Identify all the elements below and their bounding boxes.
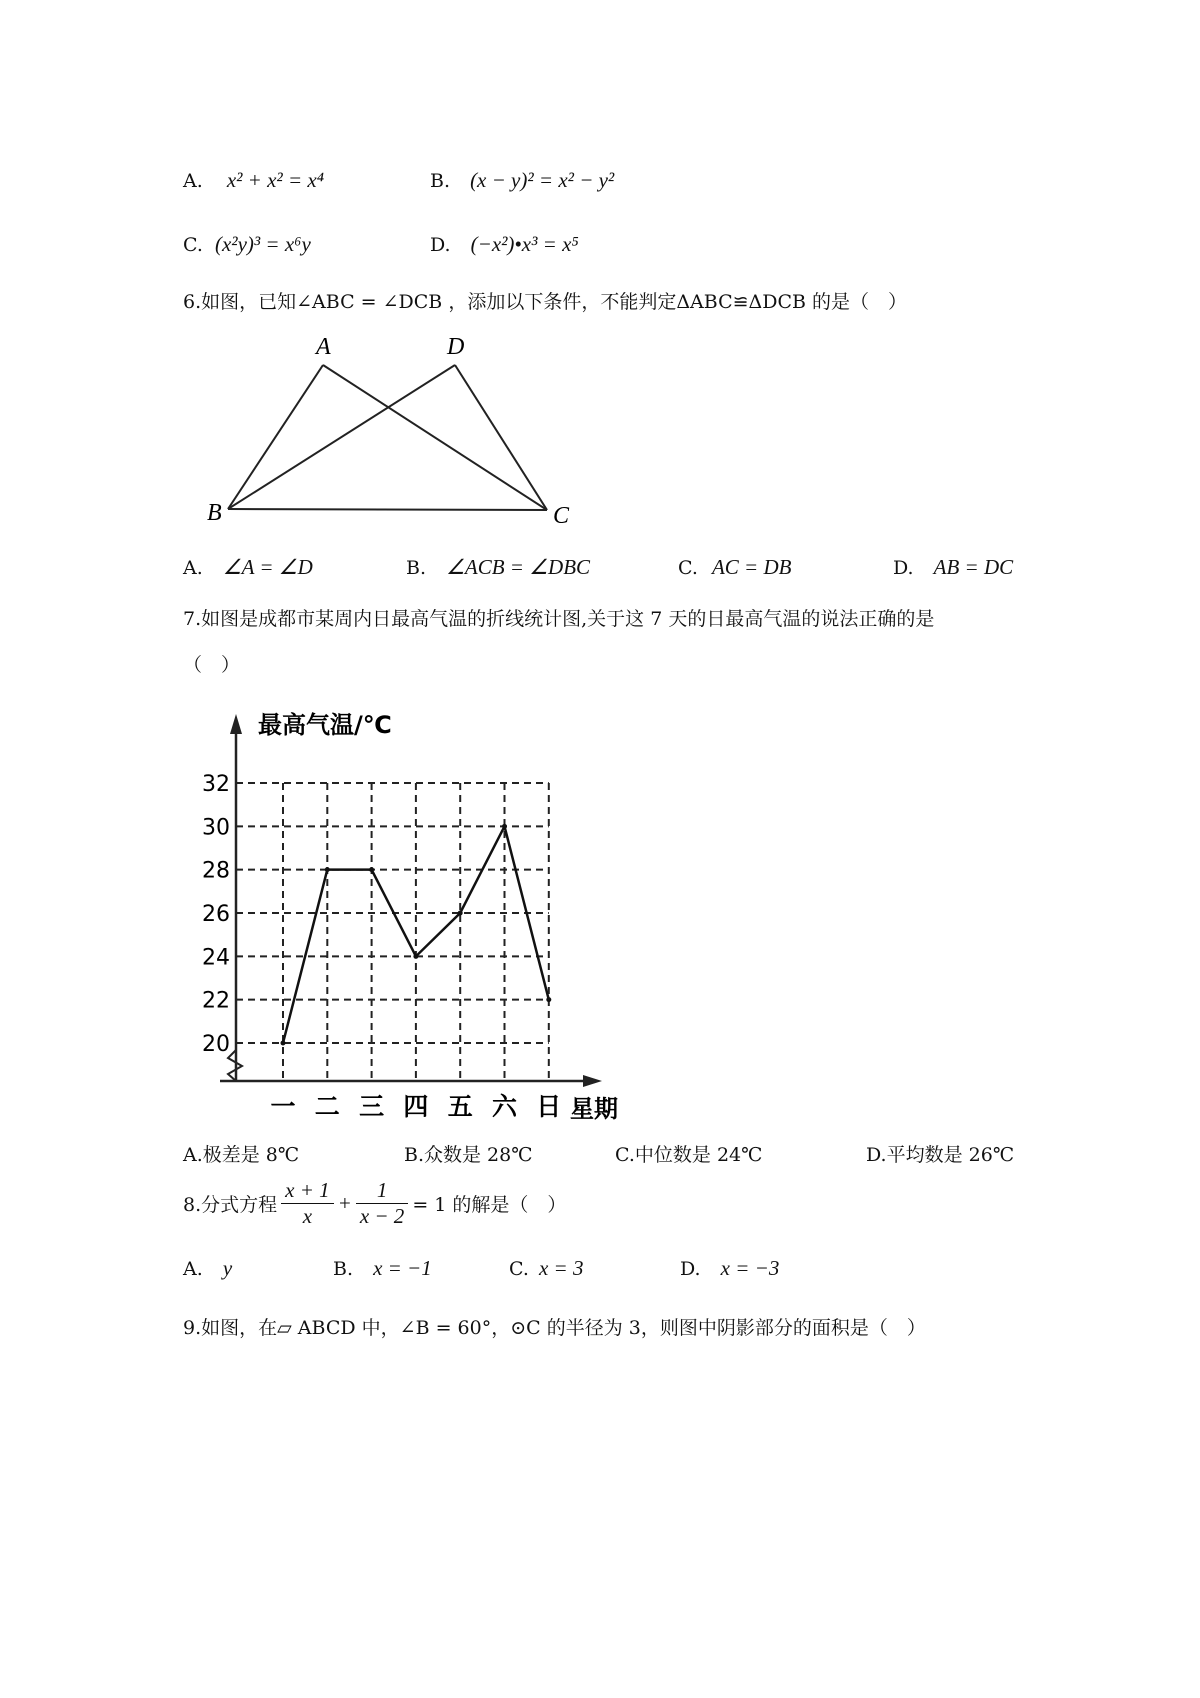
segment-ab (228, 365, 323, 509)
vertex-b-label: B (207, 500, 222, 526)
q8-fraction-2 (356, 1178, 409, 1229)
q6-option-a (183, 555, 313, 580)
q6-option-d (893, 555, 1013, 580)
segment-dc (455, 365, 547, 510)
y-tick-label: 22 (202, 988, 230, 1014)
q9-stem-rest: ABCD 中，∠B = 60°，⊙C 的半径为 3，则图中阴影部分的面积是（ ） (291, 1317, 926, 1339)
option-expression: y (222, 1256, 233, 1280)
option-label: A. (183, 1258, 203, 1280)
option-label: C. (183, 234, 203, 256)
y-axis-arrow (230, 714, 242, 734)
chart-axes (220, 714, 602, 1087)
q8-option-b (333, 1256, 432, 1281)
y-tick-label: 30 (202, 815, 230, 841)
option-text: 极差是 8℃ (202, 1144, 300, 1166)
q6-triangle-figure (180, 320, 600, 530)
q7-temperature-line-chart (180, 700, 680, 1130)
q8-option-a (183, 1256, 232, 1281)
y-tick-label: 26 (202, 902, 230, 927)
q8-option-c (509, 1256, 583, 1281)
x-tick-label: 三 (359, 1092, 385, 1121)
option-expression: x = −3 (720, 1256, 780, 1280)
option-expression: (x²y)³ = x⁶y (214, 232, 311, 256)
q8-stem-prefix: 8.分式方程 (183, 1194, 278, 1216)
q5-option-a (183, 168, 324, 193)
q5-option-d (430, 232, 579, 257)
q7-option-a (183, 1140, 299, 1167)
option-label: C. (678, 557, 698, 579)
segment-bc (228, 509, 547, 510)
data-point (546, 997, 551, 1002)
segment-ac (323, 365, 547, 510)
data-point (281, 1041, 286, 1046)
q9-stem (183, 1313, 926, 1340)
option-expression: x = 3 (538, 1256, 584, 1280)
vertex-d-label: D (447, 334, 465, 360)
y-tick-label: 28 (202, 858, 230, 884)
option-label: A. (183, 170, 203, 192)
x-axis-title: 星期 (570, 1095, 618, 1123)
q7-option-b (404, 1140, 533, 1167)
option-label: C. (615, 1144, 635, 1166)
data-point (458, 911, 463, 916)
option-expression: ∠A = ∠D (222, 555, 313, 579)
y-tick-label: 24 (202, 945, 230, 971)
x-tick-label: 二 (314, 1092, 340, 1121)
fraction-denominator: x − 2 (359, 1204, 405, 1228)
option-label: B. (333, 1258, 354, 1280)
data-point (369, 867, 374, 872)
option-expression: AC = DB (711, 555, 792, 579)
q7-stem-line2: （ ） (183, 654, 241, 676)
x-tick-label: 五 (447, 1092, 473, 1121)
option-expression: AB = DC (933, 555, 1014, 579)
q8-fraction-1 (281, 1178, 334, 1229)
option-label: A. (183, 557, 203, 579)
q7-stem-line1: 7.如图是成都市某周内日最高气温的折线统计图,关于这 7 天的日最高气温的说法正确的是 (183, 608, 935, 630)
q8-stem-suffix: = 1 的解是（ ） (412, 1194, 567, 1216)
option-label: B. (406, 557, 427, 579)
q7-option-c (615, 1140, 762, 1167)
option-label: D. (680, 1258, 701, 1280)
fraction-numerator: 1 (356, 1178, 409, 1204)
vertex-a-label: A (316, 334, 331, 360)
q6-option-b (406, 555, 590, 580)
y-tick-label: 20 (202, 1032, 230, 1057)
vertex-c-label: C (553, 503, 570, 529)
q5-option-b (430, 168, 614, 193)
data-point (325, 867, 330, 872)
option-expression: x = −1 (373, 1256, 432, 1280)
option-label: C. (509, 1258, 529, 1280)
chart-labels (202, 711, 618, 1123)
data-point (502, 824, 507, 829)
option-label: B. (430, 170, 451, 192)
q7-option-d (866, 1140, 1014, 1167)
option-expression: (−x²)•x³ = x⁵ (470, 232, 579, 256)
q8-stem (183, 1178, 566, 1229)
y-tick-label: 32 (202, 772, 230, 797)
x-tick-label: 六 (491, 1092, 518, 1121)
x-tick-label: 四 (403, 1092, 429, 1121)
option-expression: ∠ACB = ∠DBC (446, 555, 591, 579)
y-axis-title: 最高气温/℃ (258, 711, 392, 739)
option-text: 平均数是 26℃ (886, 1144, 1015, 1166)
q8-option-d (680, 1256, 779, 1281)
chart-grid (236, 783, 549, 1081)
q6-stem: 6.如图，已知∠ABC = ∠DCB ，添加以下条件，不能判定ΔABC≌ΔDCB 的是（ ） (183, 291, 908, 313)
option-label: B. (404, 1144, 425, 1166)
parallelogram-symbol: ▱ (277, 1317, 292, 1339)
option-text: 中位数是 24℃ (634, 1144, 763, 1166)
option-expression: x² + x² = x⁴ (226, 168, 325, 192)
q9-stem-prefix: 9.如图，在 (183, 1317, 278, 1339)
fraction-denominator: x (302, 1204, 313, 1228)
x-axis-arrow (583, 1075, 602, 1087)
q5-option-c (183, 232, 311, 257)
option-label: D. (866, 1144, 887, 1166)
q6-option-c (678, 555, 791, 580)
option-label: D. (893, 557, 914, 579)
plus-sign: + (337, 1191, 352, 1215)
x-tick-label: 日 (536, 1092, 562, 1121)
option-label: A. (183, 1144, 203, 1166)
data-point (413, 954, 418, 959)
option-label: D. (430, 234, 451, 256)
segment-bd (228, 365, 455, 509)
option-expression: (x − y)² = x² − y² (470, 168, 615, 192)
option-text: 众数是 28℃ (424, 1144, 533, 1166)
x-tick-label: 一 (270, 1092, 296, 1121)
fraction-numerator: x + 1 (281, 1178, 334, 1204)
